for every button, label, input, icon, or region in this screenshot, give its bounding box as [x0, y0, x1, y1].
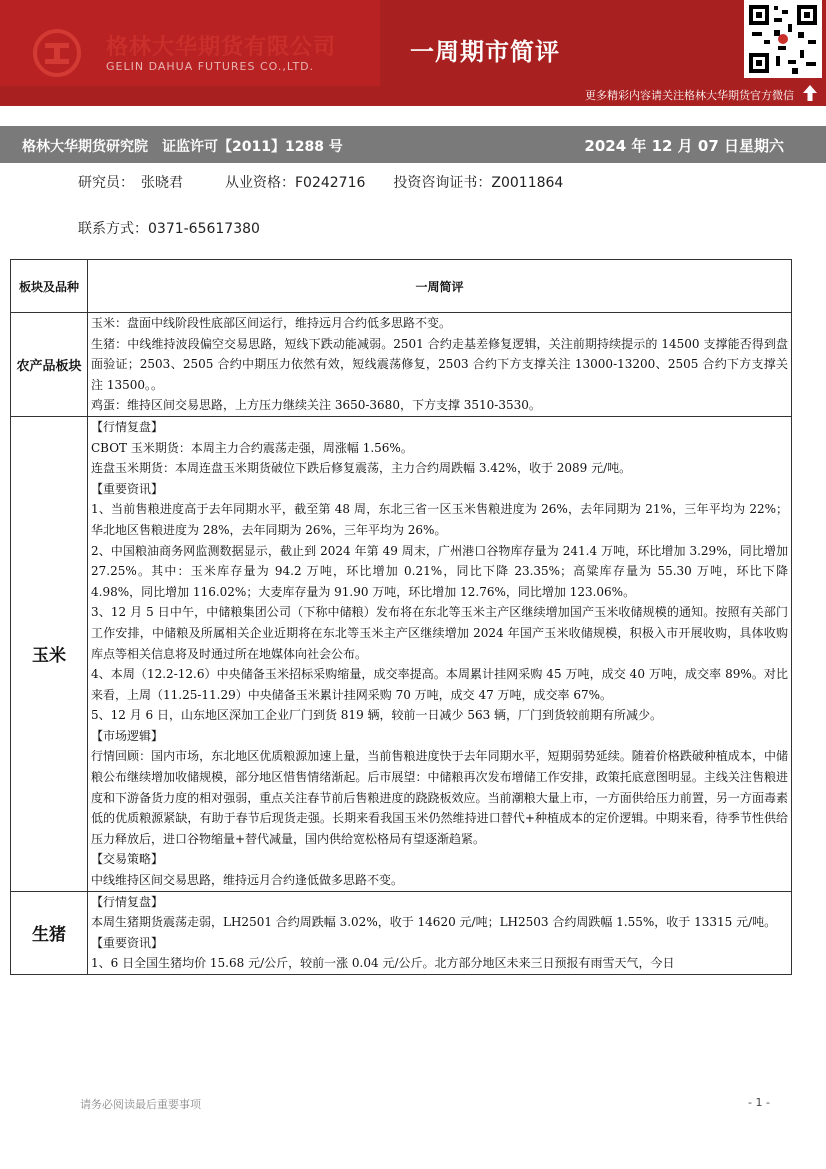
review-line: CBOT 玉米期货：本周主力合约震荡走强，周涨幅 1.56%。 — [91, 440, 413, 455]
section-heading: 【重要资讯】 — [91, 481, 164, 496]
footer-notice: 请务必阅读最后重要事项 — [80, 1098, 201, 1111]
review-line: 1、6 日全国生猪均价 15.68 元/公斤，较前一涨 0.04 元/公斤。北方部分地区未来三日预报有雨雪天气，今日 — [91, 956, 675, 971]
table-row — [11, 416, 792, 891]
company-logo-icon — [32, 28, 82, 78]
review-line: 连盘玉米期货：本周连盘玉米期货破位下跌后修复震荡，主力合约周跌幅 3.42%，收于 2089 元/吨。 — [91, 461, 632, 476]
review-line: 行情回顾：国内市场，东北地区优质粮源加速上量，当前售粮进度快于去年同期水平，短期弱势延续。随着价格跌破种植成本，中储粮公布继续增加收储规模，部分地区惜售情绪渐起。后市展望：中储粮再次发布增储工作安排，政策托底意图明显。主线关注售粮进度和下游备货力度的相对强弱，重点关注春节前后售粮进度的跷跷板效应。当前潮粮大量上市，一方面供给压力前置，另一方面毒素低的优质粮源紧缺，有助于春节后现货走强。长期来看我国玉米仍然维持进口替代+种植成本的定价逻辑。中期来看，待季节性供给压力释放后，进口谷物缩量+替代减量，国内供给宽松格局有望逐渐趋紧。 — [91, 749, 788, 846]
section-heading: 【行情复盘】 — [91, 894, 164, 909]
section-heading: 【重要资讯】 — [91, 935, 164, 950]
institute-license: 格林大华期货研究院 证监许可【2011】1288 号 — [22, 139, 343, 155]
sector-cell: 玉米 — [11, 416, 88, 891]
section-heading: 【市场逻辑】 — [91, 728, 164, 743]
researcher-credentials: 研究员： 张晓君 从业资格：F0242716 投资咨询证书：Z0011864 — [78, 175, 564, 191]
review-line: 中线维持区间交易思路，维持远月合约逢低做多思路不变。 — [91, 873, 404, 888]
review-line: 本周生猪期货震荡走弱，LH2501 合约周跌幅 3.02%，收于 14620 元/吨；LH2503 合约周跌幅 1.55%，收于 13315 元/吨。 — [91, 915, 777, 930]
review-cell — [88, 416, 792, 891]
wechat-qr-code-icon — [744, 0, 822, 78]
table-row — [11, 313, 792, 417]
review-cell — [88, 891, 792, 974]
contact-info: 联系方式：0371-65617380 — [78, 221, 260, 237]
up-arrow-icon — [802, 84, 818, 102]
report-header — [0, 0, 826, 106]
report-date: 2024 年 12 月 07 日星期六 — [584, 137, 784, 155]
review-line: 3、12 月 5 日中午，中储粮集团公司（下称中储粮）发布将在东北等玉米主产区继续增加国产玉米收储规模的通知。按照有关部门工作安排，中储粮及所属相关企业近期将在东北等玉米主产区继续增加 2024 年国产玉米收储规模，积极入市开展收购，具体收购库点等相关信息将及时通过所在地媒体向社会公布。 — [91, 605, 788, 661]
wechat-follow-note: 更多精彩内容请关注格林大华期货官方微信 — [585, 89, 794, 102]
review-line: 4、本周（12.2-12.6）中央储备玉米招标采购缩量，成交率提高。本周累计挂网采购 45 万吨，成交 40 万吨，成交率 89%。对比来看，上周（11.25-11.29）中央储备玉米累计挂网采购 70 万吨，成交 47 万吨，成交率 67%。 — [91, 667, 788, 702]
sector-cell: 农产品板块 — [11, 313, 88, 417]
review-line: 2、中国粮油商务网监测数据显示，截止到 2024 年第 49 周末，广州港口谷物库存量为 241.4 万吨，环比增加 3.29%，同比增加 27.25%。其中：玉米库存量为 94.2 万吨，环比增加 0.21%，同比下降 23.35%；高粱库存量为 55.30 万吨，环比下降 4.98%，同比增加 116.02%；大麦库存量为 91.90 万吨，环比增加 12.76%，同比增加 123.06%。 — [91, 543, 788, 599]
review-cell — [88, 313, 792, 417]
sector-cell: 生猪 — [11, 891, 88, 974]
review-line: 1、当前售粮进度高于去年同期水平，截至第 48 周，东北三省一区玉米售粮进度为 26%，去年同期为 21%，三年平均为 22%；华北地区售粮进度为 28%，去年同期为 26%，三年平均为 26%。 — [91, 502, 788, 537]
column-header-review: 一周简评 — [88, 260, 792, 313]
institute-bar — [0, 126, 826, 163]
weekly-review-table — [10, 259, 792, 975]
section-heading: 【交易策略】 — [91, 852, 164, 867]
page-number: - 1 - — [748, 1096, 770, 1109]
review-line: 生猪：中线维持波段偏空交易思路，短线下跌动能减弱。2501 合约走基差修复逻辑，关注前期持续提示的 14500 支撑能否得到盘面验证；2503、2505 合约中期压力依然有效，短线震荡修复，2503 合约下方支撑关注 13000-13200、2505 合约下方支撑关注 13500。。 — [91, 336, 788, 392]
table-header-row — [11, 260, 792, 313]
review-line: 5、12 月 6 日，山东地区深加工企业厂门到货 819 辆，较前一日减少 563 辆，厂门到货较前期有所减少。 — [91, 708, 663, 723]
company-name-en: GELIN DAHUA FUTURES CO.,LTD. — [106, 60, 315, 73]
table-row — [11, 891, 792, 974]
review-line: 玉米：盘面中线阶段性底部区间运行，维持远月合约低多思路不变。 — [91, 316, 452, 330]
report-title: 一周期市简评 — [410, 38, 560, 66]
column-header-sector: 板块及品种 — [11, 260, 88, 313]
company-name-cn: 格林大华期货有限公司 — [106, 35, 337, 60]
review-line: 鸡蛋：维持区间交易思路，上方压力继续关注 3650-3680，下方支撑 3510-3530。 — [91, 398, 541, 413]
section-heading: 【行情复盘】 — [91, 419, 164, 434]
